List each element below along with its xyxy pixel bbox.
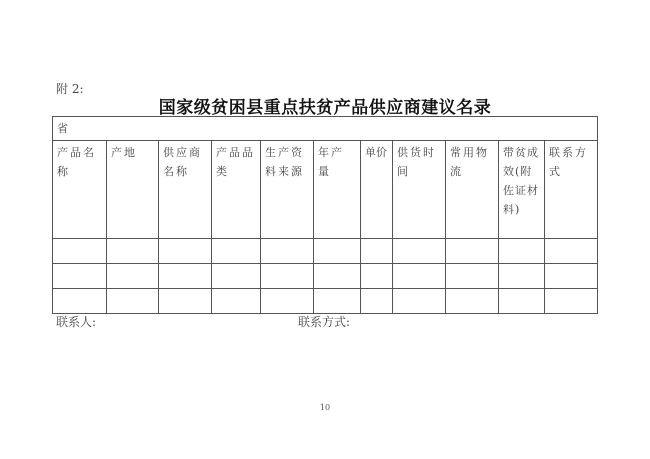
table-cell[interactable] <box>545 289 598 314</box>
table-cell[interactable] <box>361 264 393 289</box>
column-header: 生产资料来源 <box>261 141 314 239</box>
column-header: 产品品类 <box>212 141 261 239</box>
table-cell[interactable] <box>446 264 499 289</box>
table-cell[interactable] <box>314 239 361 264</box>
table-cell[interactable] <box>261 289 314 314</box>
column-header: 常用物流 <box>446 141 499 239</box>
table-cell[interactable] <box>53 289 107 314</box>
contact-method-label: 联系方式: <box>298 315 351 329</box>
table-cell[interactable] <box>499 239 545 264</box>
table-cell[interactable] <box>314 264 361 289</box>
table-cell[interactable] <box>446 289 499 314</box>
table-cell[interactable] <box>159 264 212 289</box>
province-row <box>53 117 598 141</box>
column-header: 年产量 <box>314 141 361 239</box>
page-number: 10 <box>319 403 331 412</box>
table-cell[interactable] <box>159 239 212 264</box>
column-header: 供应商名称 <box>159 141 212 239</box>
table-cell[interactable] <box>107 289 159 314</box>
table-cell[interactable] <box>212 264 261 289</box>
table-cell[interactable] <box>361 239 393 264</box>
table-cell[interactable] <box>314 289 361 314</box>
table-cell[interactable] <box>545 239 598 264</box>
table-cell[interactable] <box>361 289 393 314</box>
table-cell[interactable] <box>261 239 314 264</box>
column-header: 带贫成效(附佐证材料) <box>499 141 545 239</box>
table-cell[interactable] <box>499 264 545 289</box>
table-cell[interactable] <box>545 264 598 289</box>
table-cell[interactable] <box>212 289 261 314</box>
column-header: 联系方式 <box>545 141 598 239</box>
page-title: 国家级贫困县重点扶贫产品供应商建议名录 <box>158 98 492 118</box>
table-cell[interactable] <box>159 289 212 314</box>
table-row <box>53 239 598 264</box>
contact-person-label: 联系人: <box>56 315 97 329</box>
table-cell[interactable] <box>261 264 314 289</box>
column-header: 单价 <box>361 141 393 239</box>
column-header: 供货时间 <box>393 141 446 239</box>
province-cell[interactable]: 省 <box>53 117 598 141</box>
table-cell[interactable] <box>393 289 446 314</box>
table-cell[interactable] <box>499 289 545 314</box>
column-header: 产地 <box>107 141 159 239</box>
table-cell[interactable] <box>446 239 499 264</box>
supplier-form-table <box>52 116 598 314</box>
table-cell[interactable] <box>107 239 159 264</box>
table-cell[interactable] <box>393 264 446 289</box>
table-cell[interactable] <box>212 239 261 264</box>
table-cell[interactable] <box>107 264 159 289</box>
annex-label: 附 2: <box>56 82 84 96</box>
table-cell[interactable] <box>53 264 107 289</box>
table-row <box>53 289 598 314</box>
table-cell[interactable] <box>53 239 107 264</box>
table-row <box>53 264 598 289</box>
column-header: 产品名称 <box>53 141 107 239</box>
header-row <box>53 141 598 239</box>
table-cell[interactable] <box>393 239 446 264</box>
